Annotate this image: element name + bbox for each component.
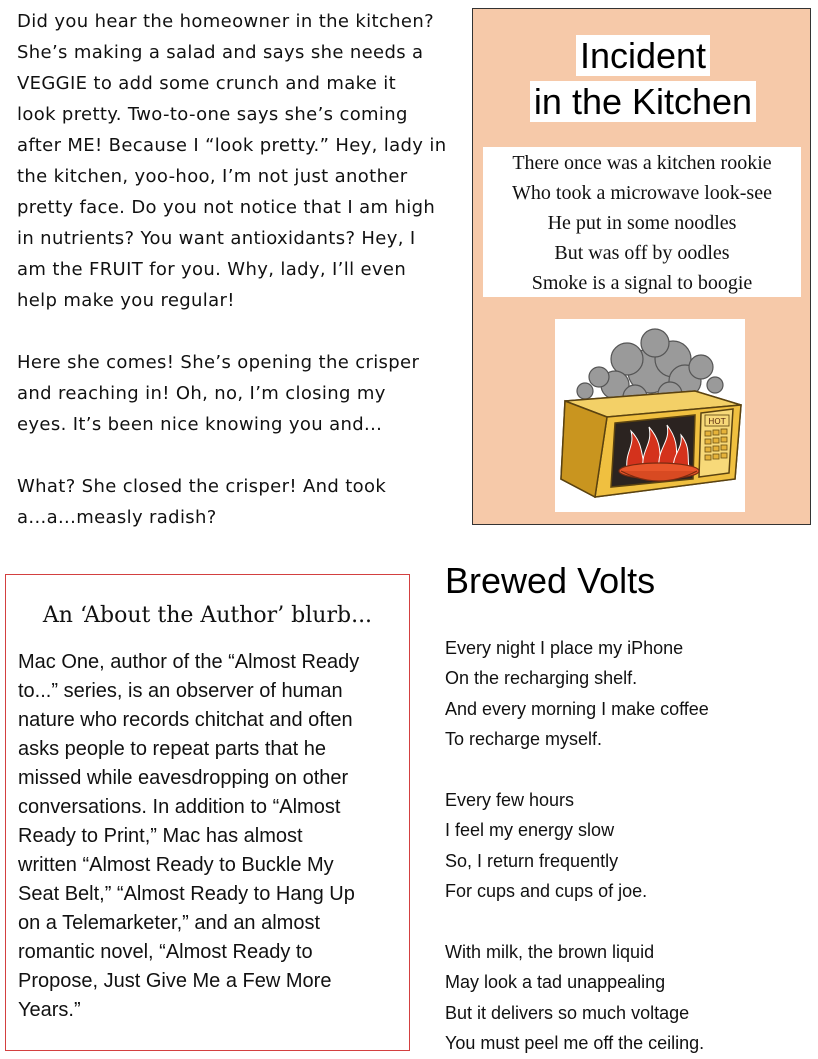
about-author-title: An ‘About the Author’ blurb...: [42, 603, 373, 628]
poem-line: You must peel me off the ceiling.: [445, 1033, 705, 1054]
incident-title-line-1: Incident: [576, 35, 710, 76]
story-paragraph-3: What? She closed the crisper! And took a...a...measly radish?: [17, 476, 387, 528]
poem-line: On the recharging shelf.: [445, 668, 638, 689]
poem-line: For cups and cups of joe.: [445, 881, 648, 902]
brewed-volts-poem: [445, 633, 805, 1059]
story-paragraph-2: Here she comes! She’s opening the crisper and reaching in! Oh, no, I’m closing my eyes. It’s been nice knowing you and...: [17, 352, 420, 435]
limerick-line: But was off by oodles: [554, 242, 730, 264]
poem-line: Every few hours: [445, 790, 575, 811]
smoking-microwave-illustration: [555, 319, 745, 512]
poem-line: So, I return frequently: [445, 850, 619, 871]
hot-label: HOT: [708, 417, 726, 426]
story-column: [17, 6, 457, 533]
about-author-body: Mac One, author of the “Almost Ready to...” series, is an observer of human nature who records chitchat and often asks people to repeat parts that he missed while eavesdropping on other conversations. In addition to “Almost Ready to Print,” Mac has almost written “Almost Ready to Buckle My Seat Belt,” “Almost Ready to Hang Up on a Telemarketer,” and an almost romantic novel, “Almost Ready to Propose, Just Give Me a Few More Years.”: [18, 651, 360, 1021]
poem-line: I feel my energy slow: [445, 820, 615, 841]
incident-panel: [472, 8, 811, 525]
limerick-line: Smoke is a signal to boogie: [531, 272, 753, 294]
poem-line: But it delivers so much voltage: [445, 1002, 690, 1023]
incident-title-line-2: in the Kitchen: [530, 81, 756, 122]
poem-line: Every night I place my iPhone: [445, 638, 684, 658]
poem-line: With milk, the brown liquid: [445, 942, 655, 963]
incident-title: [517, 33, 769, 125]
poem-stanza: [445, 633, 805, 755]
limerick-box: [483, 147, 801, 297]
limerick-line: Who took a microwave look-see: [512, 182, 772, 204]
story-paragraph-1: Did you hear the homeowner in the kitchen? She’s making a salad and says she needs a VEGGIE to add some crunch and make it look pretty. Two-to-one says she’s coming after ME! Because I “look pretty.” Hey, lady in the kitchen, yoo-hoo, I’m not just another pretty face. Do you not notice that I am high in nutrients? You want antioxidants? Hey, I am the FRUIT for you. Why, lady, I’ll even help make you regular!: [17, 11, 447, 311]
limerick-line: He put in some noodles: [547, 212, 737, 234]
about-author-box: [5, 574, 410, 1051]
poem-line: May look a tad unappealing: [445, 972, 666, 993]
poem-line: And every morning I make coffee: [445, 698, 709, 719]
limerick-line: There once was a kitchen rookie: [512, 152, 772, 174]
poem-line: To recharge myself.: [445, 729, 603, 750]
brewed-volts-title: Brewed Volts: [445, 560, 656, 601]
poem-stanza: [445, 785, 805, 907]
poem-stanza: [445, 937, 805, 1059]
